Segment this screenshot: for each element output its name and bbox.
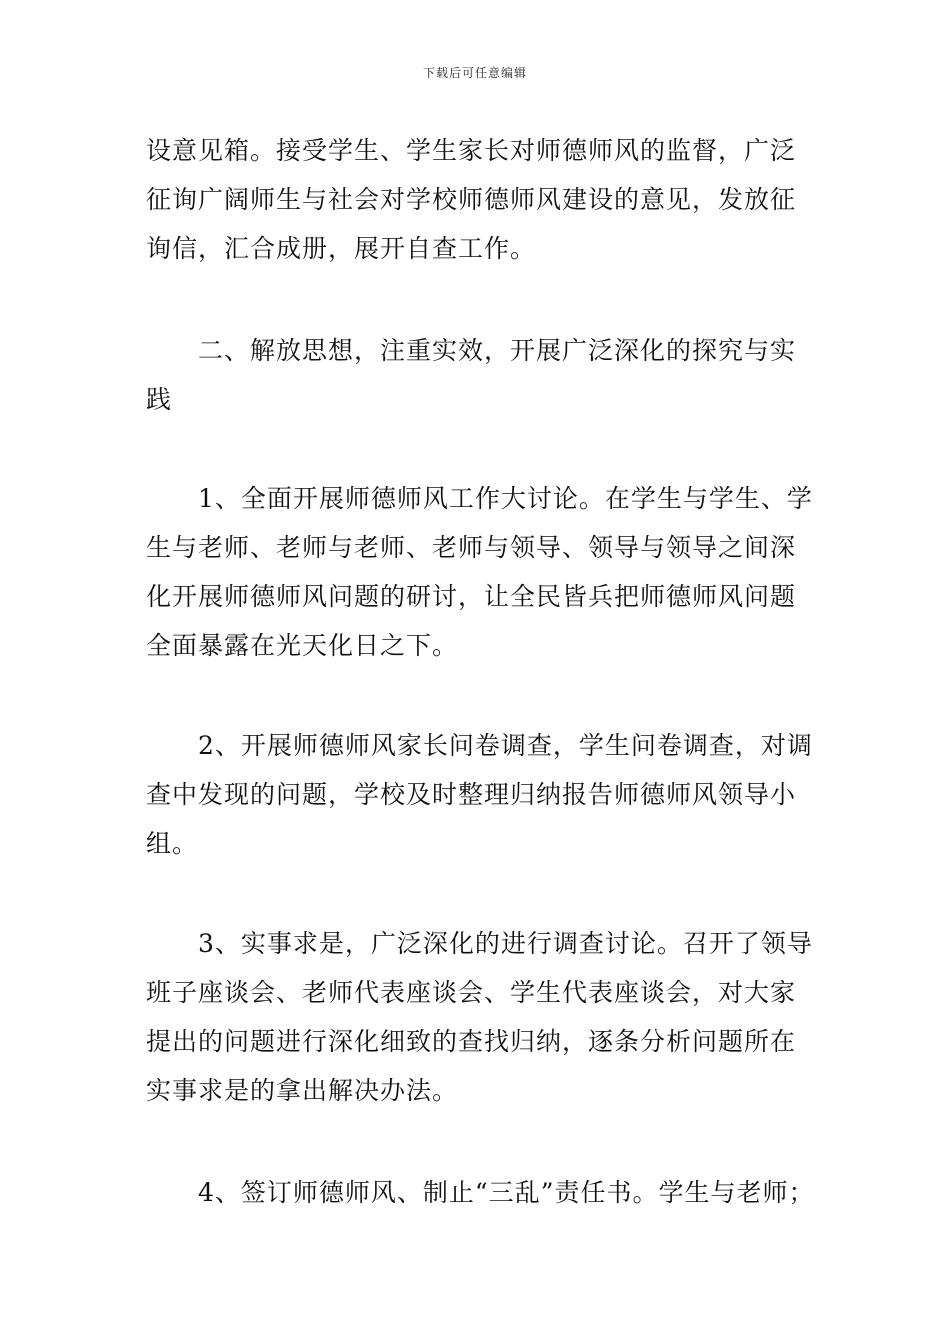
text-line: 班子座谈会、老师代表座谈会、学生代表座谈会，对大家	[146, 978, 797, 1007]
section-heading-2	[146, 326, 812, 424]
text-line: 实事求是的拿出解决办法。	[146, 1076, 459, 1105]
text-line: 2、开展师德师风家长问卷调查，学生问卷调查，对调	[198, 731, 813, 760]
text-line: 全面暴露在光天化日之下。	[146, 631, 459, 660]
text-line: 3、实事求是，广泛深化的进行调查讨论。召开了领导	[198, 929, 813, 958]
page-header: 下载后可任意编辑	[422, 66, 527, 80]
paragraph-item-4	[146, 1168, 815, 1217]
text-line: 提出的问题进行深化细致的查找归纳，逐条分析问题所在	[146, 1027, 797, 1056]
paragraph-item-3	[146, 919, 812, 1115]
paragraph-suggestion-box	[146, 126, 812, 273]
text-line: 组。	[146, 829, 199, 858]
text-line: 4、签订师德师风、制止“三乱”责任书。学生与老师；	[198, 1178, 815, 1207]
text-line: 征询广阔师生与社会对学校师德师风建设的意见，发放征	[146, 185, 797, 214]
text-line: 二、解放思想，注重实效，开展广泛深化的探究与实	[198, 336, 797, 365]
text-line: 践	[146, 385, 173, 414]
text-line: 1、全面开展师德师风工作大讨论。在学生与学生、学	[198, 484, 813, 513]
text-line: 询信，汇合成册，展开自查工作。	[146, 234, 537, 263]
text-line: 生与老师、老师与老师、老师与领导、领导与领导之间深	[146, 533, 797, 562]
text-line: 化开展师德师风问题的研讨，让全民皆兵把师德师风问题	[146, 582, 797, 611]
paragraph-item-2	[146, 721, 812, 868]
paragraph-item-1	[146, 474, 812, 670]
text-line: 查中发现的问题，学校及时整理归纳报告师德师风领导小	[146, 780, 797, 809]
text-line: 设意见箱。接受学生、学生家长对师德师风的监督，广泛	[146, 136, 797, 165]
